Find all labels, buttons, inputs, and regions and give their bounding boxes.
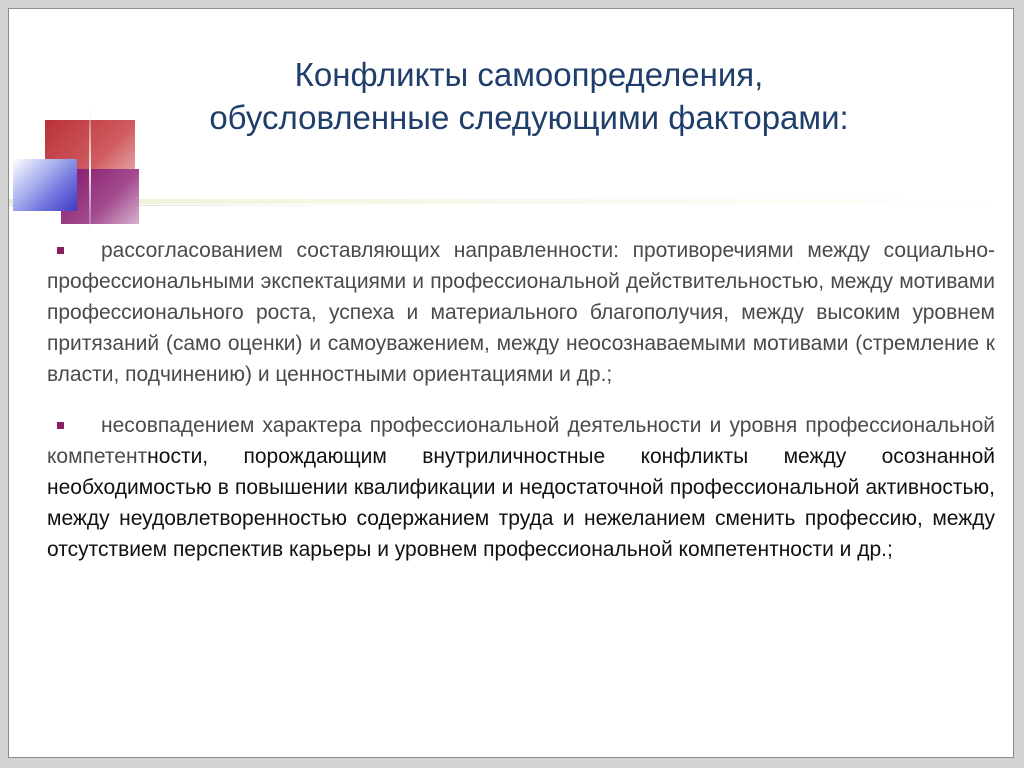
square-bullet-icon bbox=[57, 422, 64, 429]
decor-vertical-line bbox=[89, 109, 91, 229]
bullet-list bbox=[47, 235, 995, 585]
slide-title-line-2: обусловленные следующими факторами: bbox=[209, 99, 849, 136]
slide-title bbox=[159, 53, 899, 139]
slide bbox=[8, 8, 1014, 758]
decor-blue-square bbox=[13, 159, 77, 211]
bullet-item-1 bbox=[47, 235, 995, 390]
bullet-item-2-text-part-2: ности, порождающим внутриличностные конфликты между осознанной необходимостью в повышении квалификации и недостаточной профессиональной активностью, между неудовлетворенностью содержанием труда и нежеланием сменить профессию, между отсутствием перспектив карьеры и уровнем профессиональной компетентности и др.; bbox=[47, 445, 995, 561]
slide-title-line-1: Конфликты самоопределения, bbox=[294, 56, 764, 93]
bullet-item-2-text-part-1: несовпадением характера профессиональной деятельности и уровня профессиональной компетент bbox=[47, 414, 995, 468]
divider-line bbox=[9, 199, 1014, 204]
square-bullet-icon bbox=[57, 247, 64, 254]
bullet-item-2 bbox=[47, 410, 995, 565]
bullet-item-1-text: рассогласованием составляющих направленности: противоречиями между социально-профессиональными экспектациями и профессиональной действительностью, между мотивами профессионального роста, успеха и материального благополучия, между высоким уровнем притязаний (само оценки) и самоуважением, между неосознаваемыми мотивами (стремление к власти, подчинению) и ценностными ориентациями и др.; bbox=[47, 239, 995, 386]
